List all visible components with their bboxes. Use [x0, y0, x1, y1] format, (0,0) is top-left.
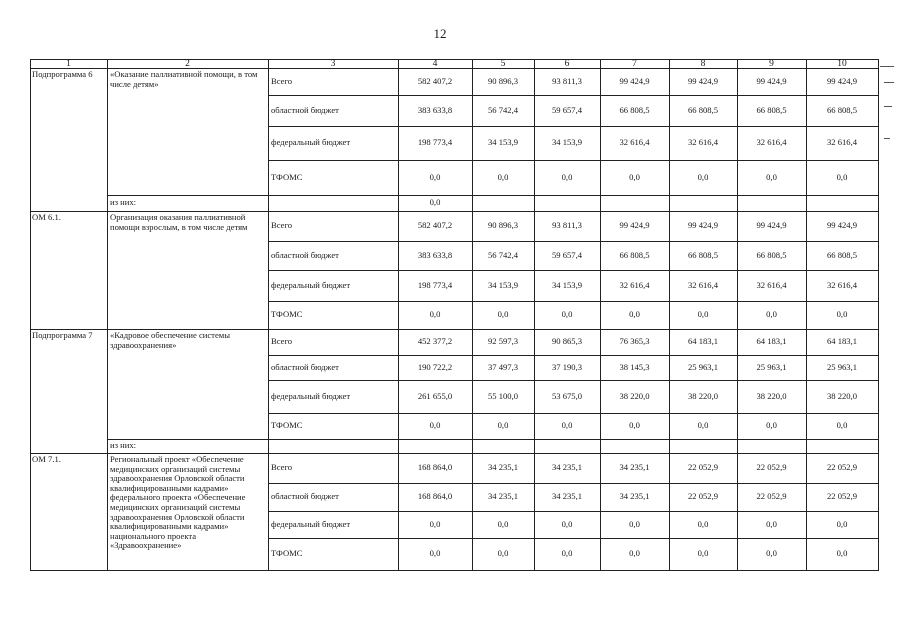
value-cell: 66 808,5 — [826, 249, 858, 260]
funding-source: Всего — [271, 336, 293, 347]
value-cell: 34 153,9 — [487, 137, 519, 148]
value-cell: 34 235,1 — [551, 462, 583, 473]
value-cell — [737, 195, 806, 211]
value-cell — [806, 195, 878, 211]
value-cell — [600, 195, 669, 211]
value-cell: 0,0 — [697, 518, 709, 529]
value-cell: 99 424,9 — [619, 220, 650, 231]
value-cell: 0,0 — [497, 518, 509, 529]
funding-source: федеральный бюджет — [271, 390, 351, 401]
value-cell: 452 377,2 — [417, 336, 453, 347]
column-header-4: 4 — [432, 60, 438, 68]
value-cell: 32 616,4 — [619, 279, 650, 290]
value-cell: 59 657,4 — [551, 249, 583, 260]
value-cell: 383 633,8 — [417, 249, 453, 260]
value-cell: 190 722,2 — [417, 361, 453, 372]
value-cell: 56 742,4 — [487, 104, 519, 115]
value-cell: 76 365,3 — [619, 336, 650, 347]
column-header-9: 9 — [769, 60, 774, 68]
value-cell: 32 616,4 — [619, 137, 650, 148]
value-cell: 92 597,3 — [487, 336, 519, 347]
value-cell: 0,0 — [836, 309, 848, 320]
value-cell — [534, 439, 600, 453]
value-cell — [534, 195, 600, 211]
value-cell: 32 616,4 — [756, 137, 787, 148]
column-header-2: 2 — [185, 60, 190, 68]
column-header-3: 3 — [330, 60, 336, 68]
value-cell: 38 220,0 — [756, 390, 787, 401]
funding-source: федеральный бюджет — [271, 279, 351, 290]
value-cell: 34 153,9 — [551, 137, 583, 148]
value-cell: 66 808,5 — [619, 104, 650, 115]
column-header-5: 5 — [500, 60, 506, 68]
value-cell: 38 145,3 — [619, 361, 650, 372]
sub-label: из них: — [110, 440, 137, 451]
value-cell: 66 808,5 — [619, 249, 650, 260]
value-cell: 59 657,4 — [551, 104, 583, 115]
value-cell: 0,0 — [429, 309, 441, 320]
value-cell: 22 052,9 — [826, 491, 858, 502]
value-cell: 34 153,9 — [487, 279, 519, 290]
value-cell: 0,0 — [561, 548, 573, 559]
scan-mark — [884, 82, 894, 83]
group-code: Подпрограмма 6 — [32, 70, 93, 79]
value-cell: 90 865,3 — [551, 336, 583, 347]
value-cell: 64 183,1 — [826, 336, 858, 347]
value-cell: 64 183,1 — [687, 336, 719, 347]
value-cell: 0,0 — [429, 420, 441, 431]
value-cell — [669, 439, 737, 453]
value-cell: 383 633,8 — [417, 104, 453, 115]
value-cell: 37 190,3 — [551, 361, 583, 372]
value-cell: 32 616,4 — [826, 137, 858, 148]
value-cell: 0,0 — [629, 548, 640, 559]
value-cell: 66 808,5 — [756, 249, 787, 260]
value-cell: 0,0 — [766, 171, 777, 182]
value-cell: 261 655,0 — [417, 390, 453, 401]
column-border — [878, 59, 879, 571]
value-cell: 0,0 — [497, 420, 509, 431]
value-cell: 38 220,0 — [619, 390, 650, 401]
value-cell: 66 808,5 — [687, 249, 719, 260]
value-cell: 66 808,5 — [687, 104, 719, 115]
value-cell — [398, 439, 472, 453]
funding-source: ТФОМС — [271, 548, 303, 559]
value-cell — [806, 439, 878, 453]
value-cell: 99 424,9 — [826, 75, 858, 86]
value-cell: 0,0 — [429, 171, 441, 182]
value-cell: 0,0 — [836, 420, 848, 431]
value-cell: 64 183,1 — [756, 336, 787, 347]
value-cell: 34 235,1 — [551, 491, 583, 502]
value-cell: 0,0 — [429, 197, 441, 208]
value-cell: 198 773,4 — [417, 279, 453, 290]
value-cell: 99 424,9 — [619, 75, 650, 86]
funding-source: областной бюджет — [271, 104, 339, 115]
value-cell: 582 407,2 — [417, 75, 453, 86]
value-cell: 0,0 — [629, 420, 640, 431]
value-cell: 0,0 — [561, 309, 573, 320]
column-border — [30, 59, 31, 571]
value-cell: 0,0 — [497, 309, 509, 320]
value-cell: 93 811,3 — [552, 220, 582, 231]
value-cell: 0,0 — [766, 548, 777, 559]
value-cell: 99 424,9 — [756, 75, 787, 86]
value-cell: 0,0 — [497, 171, 509, 182]
value-cell: 32 616,4 — [687, 279, 719, 290]
funding-source: Всего — [271, 75, 293, 86]
value-cell: 56 742,4 — [487, 249, 519, 260]
value-cell: 168 864,0 — [417, 462, 453, 473]
value-cell: 32 616,4 — [756, 279, 787, 290]
value-cell: 0,0 — [429, 548, 441, 559]
value-cell: 32 616,4 — [687, 137, 719, 148]
value-cell: 25 963,1 — [826, 361, 858, 372]
sub-label: из них: — [110, 197, 137, 208]
value-cell: 99 424,9 — [687, 220, 719, 231]
value-cell: 0,0 — [836, 548, 848, 559]
value-cell: 0,0 — [429, 518, 441, 529]
value-cell: 25 963,1 — [687, 361, 719, 372]
value-cell: 0,0 — [697, 548, 709, 559]
value-cell: 53 675,0 — [551, 390, 583, 401]
value-cell: 582 407,2 — [417, 220, 453, 231]
group-title: «Оказание паллиативной помощи, в том числе детям» — [110, 70, 258, 89]
value-cell: 0,0 — [836, 171, 848, 182]
value-cell: 0,0 — [766, 518, 777, 529]
value-cell: 0,0 — [629, 518, 640, 529]
funding-source: областной бюджет — [271, 361, 339, 372]
funding-source: федеральный бюджет — [271, 518, 351, 529]
value-cell — [600, 439, 669, 453]
group-title: «Кадровое обеспечение системы здравоохранения» — [110, 331, 230, 350]
value-cell: 22 052,9 — [826, 462, 858, 473]
value-cell: 0,0 — [629, 171, 640, 182]
column-header-6: 6 — [564, 60, 570, 68]
value-cell: 0,0 — [497, 548, 509, 559]
value-cell: 0,0 — [836, 518, 848, 529]
value-cell: 0,0 — [561, 171, 573, 182]
value-cell: 0,0 — [697, 420, 709, 431]
page-number: 12 — [433, 26, 447, 41]
value-cell: 22 052,9 — [687, 462, 719, 473]
value-cell: 99 424,9 — [756, 220, 787, 231]
value-cell: 90 896,3 — [487, 220, 519, 231]
group-code: ОМ 7.1. — [32, 455, 61, 464]
value-cell: 34 153,9 — [551, 279, 583, 290]
value-cell: 90 896,3 — [487, 75, 519, 86]
column-header-10: 10 — [837, 60, 847, 68]
value-cell: 22 052,9 — [756, 491, 787, 502]
value-cell: 22 052,9 — [687, 491, 719, 502]
column-header-8: 8 — [700, 60, 706, 68]
value-cell: 0,0 — [561, 518, 573, 529]
group-code: ОМ 6.1. — [32, 213, 61, 222]
group-title: Организация оказания паллиативной помощи взрослым, в том числе детям — [110, 213, 248, 232]
value-cell: 99 424,9 — [687, 75, 719, 86]
value-cell — [472, 195, 534, 211]
value-cell — [669, 195, 737, 211]
column-border — [268, 59, 269, 571]
value-cell: 55 100,0 — [487, 390, 519, 401]
funding-source: федеральный бюджет — [271, 137, 351, 148]
funding-source: Всего — [271, 220, 293, 231]
value-cell: 34 235,1 — [487, 491, 519, 502]
value-cell — [472, 439, 534, 453]
value-cell: 0,0 — [561, 420, 573, 431]
funding-source: областной бюджет — [271, 491, 339, 502]
funding-source: ТФОМС — [271, 171, 303, 182]
value-cell: 168 864,0 — [417, 491, 453, 502]
value-cell: 22 052,9 — [756, 462, 787, 473]
group-title: Региональный проект «Обеспечение медицинских организаций системы здравоохранения Орловской области квалифицированными кадрами» федерального проекта «Обеспечение медицинских организаций системы здравоохранения Орловской области квалифицированными кадрами» национального проекта «Здравоохранение» — [110, 455, 246, 551]
funding-source: Всего — [271, 462, 293, 473]
value-cell: 66 808,5 — [826, 104, 858, 115]
scan-mark — [884, 138, 890, 139]
value-cell: 198 773,4 — [417, 137, 453, 148]
column-header-1: 1 — [66, 60, 71, 68]
value-cell: 0,0 — [697, 309, 709, 320]
value-cell: 66 808,5 — [756, 104, 787, 115]
value-cell — [737, 439, 806, 453]
funding-source: ТФОМС — [271, 309, 303, 320]
value-cell: 0,0 — [766, 420, 777, 431]
table-bottom-border — [30, 570, 878, 571]
funding-source: ТФОМС — [271, 420, 303, 431]
group-code: Подпрограмма 7 — [32, 331, 93, 340]
value-cell: 99 424,9 — [826, 220, 858, 231]
value-cell: 37 497,3 — [487, 361, 519, 372]
value-cell: 32 616,4 — [826, 279, 858, 290]
value-cell: 25 963,1 — [756, 361, 787, 372]
value-cell: 34 235,1 — [619, 491, 650, 502]
value-cell: 0,0 — [697, 171, 709, 182]
column-header-7: 7 — [632, 60, 637, 68]
scan-mark — [880, 66, 894, 67]
scan-mark — [884, 106, 892, 107]
funding-source: областной бюджет — [271, 249, 339, 260]
value-cell: 34 235,1 — [487, 462, 519, 473]
value-cell: 0,0 — [766, 309, 777, 320]
value-cell: 93 811,3 — [552, 75, 582, 86]
column-border — [107, 59, 108, 571]
value-cell: 0,0 — [629, 309, 640, 320]
value-cell: 38 220,0 — [826, 390, 858, 401]
value-cell: 38 220,0 — [687, 390, 719, 401]
value-cell: 34 235,1 — [619, 462, 650, 473]
